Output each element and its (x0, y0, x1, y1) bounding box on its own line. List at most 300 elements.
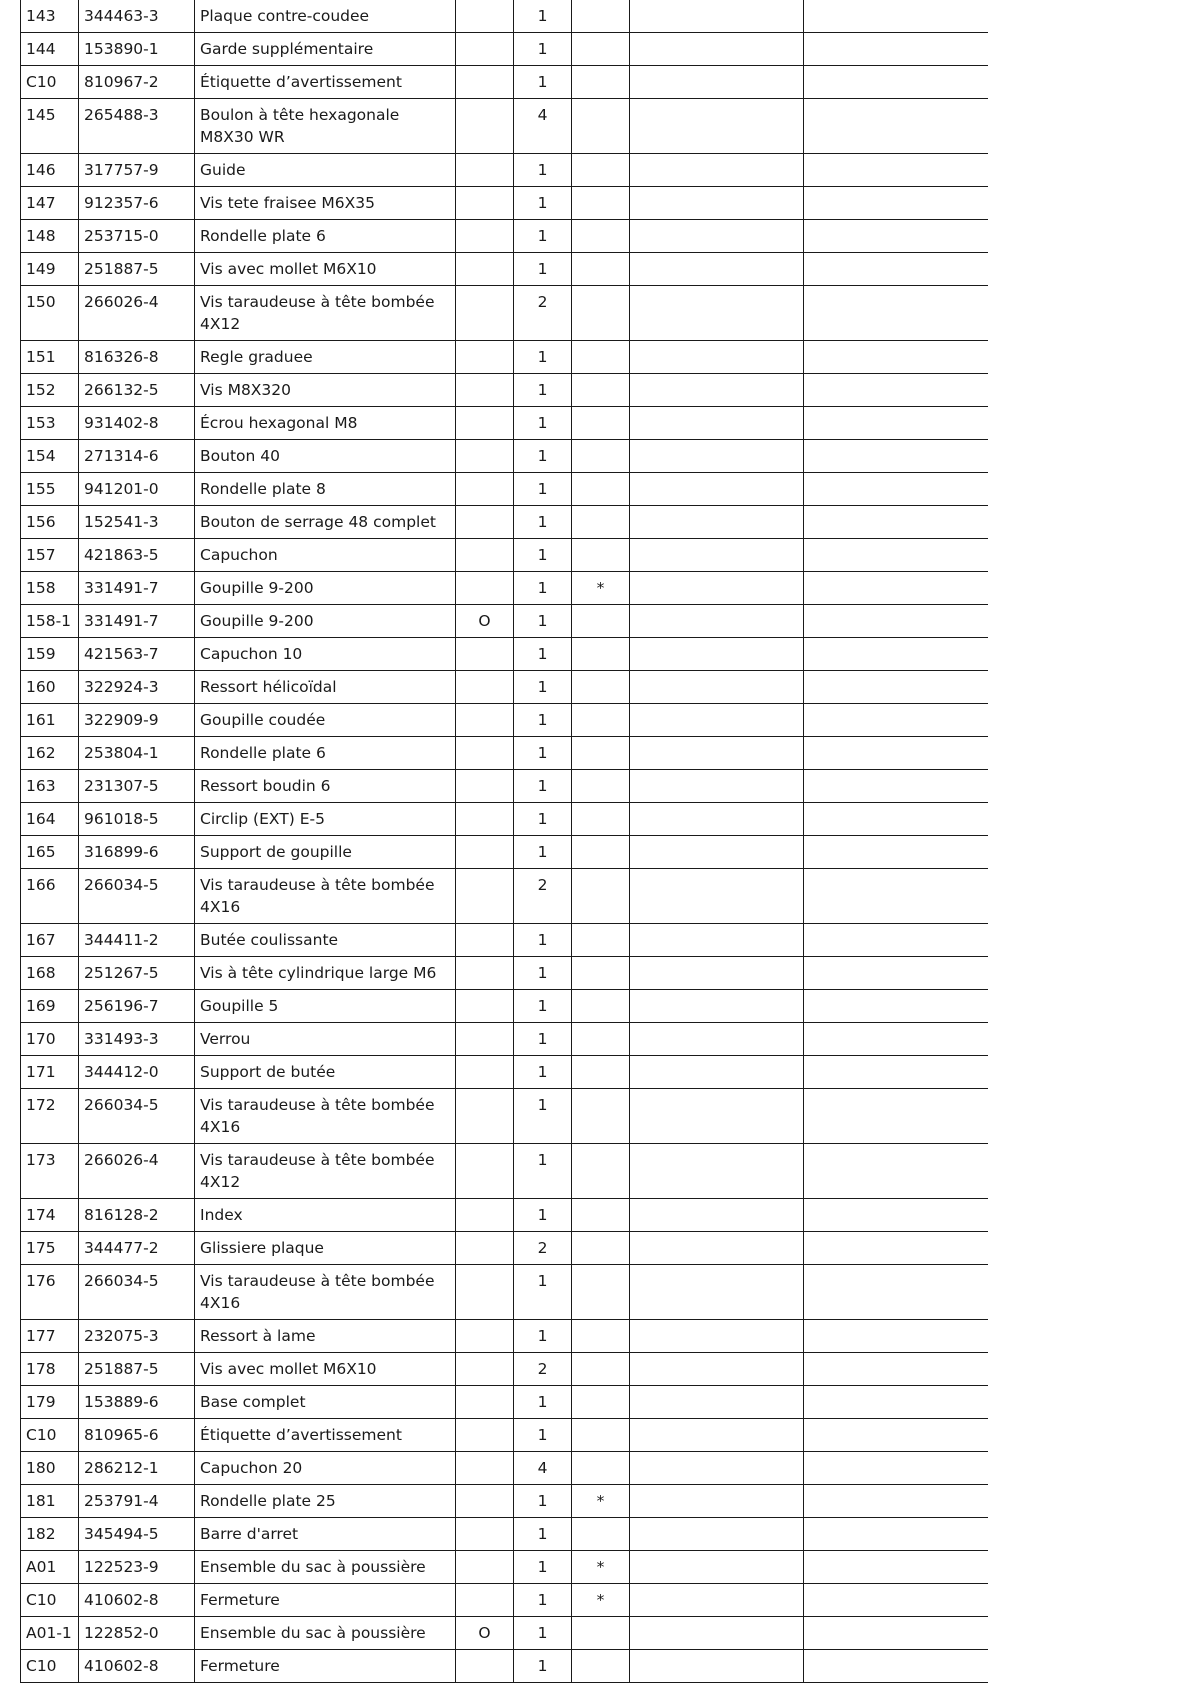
option-marker-cell (456, 473, 514, 506)
option-marker-cell (456, 638, 514, 671)
quantity-cell: 1 (514, 1023, 572, 1056)
quantity-cell: 1 (514, 407, 572, 440)
item-number-cell: 143 (21, 0, 79, 33)
item-number-cell: 146 (21, 154, 79, 187)
description-cell: Capuchon 10 (195, 638, 456, 671)
extra-column-1-cell (630, 1584, 804, 1617)
item-number-cell: 180 (21, 1452, 79, 1485)
table-row (21, 99, 989, 154)
description-cell: Vis taraudeuse à tête bombée 4X16 (195, 869, 456, 924)
quantity-cell: 1 (514, 1265, 572, 1320)
quantity-cell: 1 (514, 506, 572, 539)
extra-column-2-cell (804, 1265, 989, 1320)
extra-column-2-cell (804, 836, 989, 869)
option-marker-cell (456, 253, 514, 286)
description-cell: Garde supplémentaire (195, 33, 456, 66)
extra-column-2-cell (804, 1485, 989, 1518)
table-row (21, 407, 989, 440)
description-cell: Rondelle plate 8 (195, 473, 456, 506)
note-marker-cell (572, 1056, 630, 1089)
note-marker-cell (572, 286, 630, 341)
item-number-cell: 151 (21, 341, 79, 374)
extra-column-1-cell (630, 1023, 804, 1056)
note-marker-cell (572, 671, 630, 704)
extra-column-1-cell (630, 1551, 804, 1584)
item-number-cell: 152 (21, 374, 79, 407)
table-row (21, 1386, 989, 1419)
table-row (21, 341, 989, 374)
part-number-cell: 266132-5 (79, 374, 195, 407)
option-marker-cell (456, 924, 514, 957)
table-row (21, 990, 989, 1023)
table-row (21, 671, 989, 704)
extra-column-1-cell (630, 187, 804, 220)
option-marker-cell (456, 154, 514, 187)
part-number-cell: 265488-3 (79, 99, 195, 154)
item-number-cell: 159 (21, 638, 79, 671)
table-row (21, 803, 989, 836)
note-marker-cell (572, 1232, 630, 1265)
option-marker-cell (456, 836, 514, 869)
table-row (21, 154, 989, 187)
part-number-cell: 344412-0 (79, 1056, 195, 1089)
quantity-cell: 1 (514, 737, 572, 770)
option-marker-cell (456, 1232, 514, 1265)
extra-column-2-cell (804, 770, 989, 803)
note-marker-cell (572, 737, 630, 770)
extra-column-1-cell (630, 572, 804, 605)
description-cell: Vis taraudeuse à tête bombée 4X12 (195, 1144, 456, 1199)
extra-column-1-cell (630, 957, 804, 990)
option-marker-cell (456, 1386, 514, 1419)
part-number-cell: 810967-2 (79, 66, 195, 99)
table-row (21, 440, 989, 473)
part-number-cell: 266034-5 (79, 1265, 195, 1320)
item-number-cell: 170 (21, 1023, 79, 1056)
quantity-cell: 1 (514, 66, 572, 99)
extra-column-1-cell (630, 66, 804, 99)
item-number-cell: 175 (21, 1232, 79, 1265)
option-marker-cell: O (456, 1617, 514, 1650)
extra-column-2-cell (804, 0, 989, 33)
description-cell: Vis avec mollet M6X10 (195, 253, 456, 286)
extra-column-2-cell (804, 1518, 989, 1551)
quantity-cell: 1 (514, 836, 572, 869)
part-number-cell: 232075-3 (79, 1320, 195, 1353)
quantity-cell: 2 (514, 1232, 572, 1265)
note-marker-cell (572, 374, 630, 407)
quantity-cell: 1 (514, 803, 572, 836)
table-row (21, 1518, 989, 1551)
quantity-cell: 1 (514, 33, 572, 66)
extra-column-2-cell (804, 374, 989, 407)
note-marker-cell (572, 407, 630, 440)
description-cell: Rondelle plate 6 (195, 220, 456, 253)
description-cell: Plaque contre-coudee (195, 0, 456, 33)
part-number-cell: 816326-8 (79, 341, 195, 374)
extra-column-2-cell (804, 572, 989, 605)
table-row (21, 1320, 989, 1353)
quantity-cell: 1 (514, 1584, 572, 1617)
table-row (21, 539, 989, 572)
quantity-cell: 1 (514, 1144, 572, 1199)
description-cell: Rondelle plate 25 (195, 1485, 456, 1518)
table-row (21, 1617, 989, 1650)
extra-column-2-cell (804, 1023, 989, 1056)
item-number-cell: 154 (21, 440, 79, 473)
table-row (21, 1232, 989, 1265)
description-cell: Goupille 9-200 (195, 605, 456, 638)
item-number-cell: 144 (21, 33, 79, 66)
note-marker-cell (572, 539, 630, 572)
note-marker-cell (572, 253, 630, 286)
extra-column-2-cell (804, 1617, 989, 1650)
table-row (21, 572, 989, 605)
extra-column-1-cell (630, 1518, 804, 1551)
extra-column-1-cell (630, 33, 804, 66)
part-number-cell: 251267-5 (79, 957, 195, 990)
option-marker-cell (456, 770, 514, 803)
extra-column-1-cell (630, 803, 804, 836)
extra-column-2-cell (804, 1232, 989, 1265)
quantity-cell: 1 (514, 1419, 572, 1452)
part-number-cell: 322909-9 (79, 704, 195, 737)
option-marker-cell (456, 407, 514, 440)
description-cell: Circlip (EXT) E-5 (195, 803, 456, 836)
extra-column-1-cell (630, 1320, 804, 1353)
description-cell: Ressort hélicoïdal (195, 671, 456, 704)
table-row (21, 1265, 989, 1320)
item-number-cell: 155 (21, 473, 79, 506)
part-number-cell: 410602-8 (79, 1650, 195, 1683)
option-marker-cell (456, 1056, 514, 1089)
extra-column-1-cell (630, 1419, 804, 1452)
quantity-cell: 1 (514, 539, 572, 572)
note-marker-cell (572, 1386, 630, 1419)
quantity-cell: 1 (514, 0, 572, 33)
part-number-cell: 345494-5 (79, 1518, 195, 1551)
part-number-cell: 266034-5 (79, 869, 195, 924)
note-marker-cell (572, 869, 630, 924)
note-marker-cell (572, 1353, 630, 1386)
quantity-cell: 2 (514, 869, 572, 924)
note-marker-cell (572, 66, 630, 99)
part-number-cell: 941201-0 (79, 473, 195, 506)
table-row (21, 836, 989, 869)
quantity-cell: 1 (514, 770, 572, 803)
extra-column-1-cell (630, 407, 804, 440)
note-marker-cell (572, 1023, 630, 1056)
note-marker-cell (572, 605, 630, 638)
option-marker-cell (456, 1650, 514, 1683)
part-number-cell: 153890-1 (79, 33, 195, 66)
description-cell: Glissiere plaque (195, 1232, 456, 1265)
extra-column-1-cell (630, 1452, 804, 1485)
description-cell: Rondelle plate 6 (195, 737, 456, 770)
part-number-cell: 266026-4 (79, 286, 195, 341)
extra-column-2-cell (804, 1551, 989, 1584)
item-number-cell: 165 (21, 836, 79, 869)
item-number-cell: 178 (21, 1353, 79, 1386)
extra-column-1-cell (630, 1199, 804, 1232)
item-number-cell: 167 (21, 924, 79, 957)
part-number-cell: 122523-9 (79, 1551, 195, 1584)
extra-column-2-cell (804, 1353, 989, 1386)
item-number-cell: 161 (21, 704, 79, 737)
item-number-cell: A01-1 (21, 1617, 79, 1650)
description-cell: Goupille 5 (195, 990, 456, 1023)
extra-column-2-cell (804, 1089, 989, 1144)
extra-column-2-cell (804, 1320, 989, 1353)
extra-column-2-cell (804, 33, 989, 66)
extra-column-2-cell (804, 187, 989, 220)
part-number-cell: 961018-5 (79, 803, 195, 836)
note-marker-cell (572, 638, 630, 671)
table-row (21, 1584, 989, 1617)
extra-column-2-cell (804, 1584, 989, 1617)
extra-column-2-cell (804, 957, 989, 990)
note-marker-cell (572, 473, 630, 506)
note-marker-cell (572, 1320, 630, 1353)
note-marker-cell: * (572, 1551, 630, 1584)
quantity-cell: 4 (514, 99, 572, 154)
extra-column-2-cell (804, 286, 989, 341)
quantity-cell: 1 (514, 1518, 572, 1551)
description-cell: Vis à tête cylindrique large M6 (195, 957, 456, 990)
quantity-cell: 1 (514, 957, 572, 990)
part-number-cell: 331491-7 (79, 605, 195, 638)
option-marker-cell: O (456, 605, 514, 638)
extra-column-2-cell (804, 253, 989, 286)
item-number-cell: C10 (21, 1584, 79, 1617)
extra-column-1-cell (630, 0, 804, 33)
quantity-cell: 1 (514, 1617, 572, 1650)
part-number-cell: 344411-2 (79, 924, 195, 957)
quantity-cell: 1 (514, 605, 572, 638)
table-row (21, 924, 989, 957)
note-marker-cell (572, 440, 630, 473)
quantity-cell: 1 (514, 1386, 572, 1419)
description-cell: Écrou hexagonal M8 (195, 407, 456, 440)
item-number-cell: C10 (21, 1650, 79, 1683)
table-row (21, 473, 989, 506)
note-marker-cell (572, 957, 630, 990)
quantity-cell: 1 (514, 1650, 572, 1683)
table-row (21, 0, 989, 33)
extra-column-2-cell (804, 990, 989, 1023)
extra-column-2-cell (804, 1650, 989, 1683)
extra-column-1-cell (630, 99, 804, 154)
extra-column-2-cell (804, 1386, 989, 1419)
extra-column-1-cell (630, 836, 804, 869)
extra-column-2-cell (804, 407, 989, 440)
description-cell: Index (195, 1199, 456, 1232)
option-marker-cell (456, 803, 514, 836)
note-marker-cell (572, 1617, 630, 1650)
option-marker-cell (456, 374, 514, 407)
table-row (21, 66, 989, 99)
quantity-cell: 1 (514, 220, 572, 253)
item-number-cell: 158-1 (21, 605, 79, 638)
table-row (21, 638, 989, 671)
note-marker-cell (572, 836, 630, 869)
description-cell: Goupille 9-200 (195, 572, 456, 605)
note-marker-cell (572, 33, 630, 66)
part-number-cell: 816128-2 (79, 1199, 195, 1232)
part-number-cell: 256196-7 (79, 990, 195, 1023)
quantity-cell: 4 (514, 1452, 572, 1485)
extra-column-2-cell (804, 440, 989, 473)
part-number-cell: 421563-7 (79, 638, 195, 671)
table-row (21, 1089, 989, 1144)
extra-column-2-cell (804, 803, 989, 836)
table-row (21, 737, 989, 770)
part-number-cell: 931402-8 (79, 407, 195, 440)
extra-column-1-cell (630, 737, 804, 770)
extra-column-2-cell (804, 737, 989, 770)
item-number-cell: 177 (21, 1320, 79, 1353)
extra-column-1-cell (630, 1650, 804, 1683)
extra-column-1-cell (630, 990, 804, 1023)
table-row (21, 869, 989, 924)
table-row (21, 506, 989, 539)
table-row (21, 957, 989, 990)
option-marker-cell (456, 1199, 514, 1232)
option-marker-cell (456, 220, 514, 253)
part-number-cell: 153889-6 (79, 1386, 195, 1419)
option-marker-cell (456, 66, 514, 99)
extra-column-1-cell (630, 473, 804, 506)
table-row (21, 187, 989, 220)
note-marker-cell (572, 220, 630, 253)
table-row (21, 704, 989, 737)
extra-column-1-cell (630, 286, 804, 341)
option-marker-cell (456, 990, 514, 1023)
description-cell: Ressort à lame (195, 1320, 456, 1353)
quantity-cell: 1 (514, 374, 572, 407)
extra-column-1-cell (630, 374, 804, 407)
description-cell: Regle graduee (195, 341, 456, 374)
item-number-cell: 145 (21, 99, 79, 154)
quantity-cell: 1 (514, 704, 572, 737)
note-marker-cell (572, 1199, 630, 1232)
item-number-cell: 181 (21, 1485, 79, 1518)
extra-column-2-cell (804, 66, 989, 99)
option-marker-cell (456, 1419, 514, 1452)
description-cell: Ensemble du sac à poussière (195, 1551, 456, 1584)
table-row (21, 220, 989, 253)
parts-table-body (21, 0, 989, 1683)
part-number-cell: 122852-0 (79, 1617, 195, 1650)
description-cell: Vis taraudeuse à tête bombée 4X16 (195, 1265, 456, 1320)
quantity-cell: 1 (514, 473, 572, 506)
note-marker-cell (572, 1452, 630, 1485)
part-number-cell: 421863-5 (79, 539, 195, 572)
description-cell: Étiquette d’avertissement (195, 66, 456, 99)
part-number-cell: 410602-8 (79, 1584, 195, 1617)
description-cell: Support de goupille (195, 836, 456, 869)
option-marker-cell (456, 1089, 514, 1144)
part-number-cell: 344463-3 (79, 0, 195, 33)
option-marker-cell (456, 1023, 514, 1056)
part-number-cell: 316899-6 (79, 836, 195, 869)
part-number-cell: 331493-3 (79, 1023, 195, 1056)
item-number-cell: 148 (21, 220, 79, 253)
item-number-cell: 150 (21, 286, 79, 341)
note-marker-cell: * (572, 1485, 630, 1518)
quantity-cell: 1 (514, 253, 572, 286)
note-marker-cell: * (572, 572, 630, 605)
quantity-cell: 1 (514, 341, 572, 374)
note-marker-cell (572, 1419, 630, 1452)
description-cell: Goupille coudée (195, 704, 456, 737)
part-number-cell: 231307-5 (79, 770, 195, 803)
extra-column-2-cell (804, 99, 989, 154)
item-number-cell: 173 (21, 1144, 79, 1199)
option-marker-cell (456, 704, 514, 737)
extra-column-2-cell (804, 220, 989, 253)
parts-list-page (20, 0, 988, 1683)
extra-column-2-cell (804, 869, 989, 924)
quantity-cell: 1 (514, 1199, 572, 1232)
extra-column-1-cell (630, 506, 804, 539)
item-number-cell: 166 (21, 869, 79, 924)
extra-column-1-cell (630, 770, 804, 803)
extra-column-1-cell (630, 220, 804, 253)
quantity-cell: 1 (514, 924, 572, 957)
extra-column-1-cell (630, 1386, 804, 1419)
item-number-cell: 172 (21, 1089, 79, 1144)
extra-column-1-cell (630, 539, 804, 572)
option-marker-cell (456, 1353, 514, 1386)
quantity-cell: 1 (514, 1320, 572, 1353)
part-number-cell: 286212-1 (79, 1452, 195, 1485)
extra-column-1-cell (630, 1089, 804, 1144)
part-number-cell: 271314-6 (79, 440, 195, 473)
part-number-cell: 266026-4 (79, 1144, 195, 1199)
item-number-cell: C10 (21, 66, 79, 99)
part-number-cell: 331491-7 (79, 572, 195, 605)
extra-column-2-cell (804, 1419, 989, 1452)
quantity-cell: 2 (514, 286, 572, 341)
table-row (21, 1199, 989, 1232)
description-cell: Bouton 40 (195, 440, 456, 473)
description-cell: Étiquette d’avertissement (195, 1419, 456, 1452)
quantity-cell: 1 (514, 572, 572, 605)
note-marker-cell (572, 1265, 630, 1320)
part-number-cell: 266034-5 (79, 1089, 195, 1144)
quantity-cell: 2 (514, 1353, 572, 1386)
option-marker-cell (456, 0, 514, 33)
extra-column-2-cell (804, 1056, 989, 1089)
quantity-cell: 1 (514, 671, 572, 704)
description-cell: Verrou (195, 1023, 456, 1056)
note-marker-cell (572, 341, 630, 374)
table-row (21, 1452, 989, 1485)
item-number-cell: 168 (21, 957, 79, 990)
item-number-cell: 179 (21, 1386, 79, 1419)
option-marker-cell (456, 1144, 514, 1199)
part-number-cell: 253715-0 (79, 220, 195, 253)
table-row (21, 770, 989, 803)
item-number-cell: 176 (21, 1265, 79, 1320)
description-cell: Ressort boudin 6 (195, 770, 456, 803)
table-row (21, 286, 989, 341)
table-row (21, 1056, 989, 1089)
extra-column-1-cell (630, 704, 804, 737)
note-marker-cell (572, 0, 630, 33)
quantity-cell: 1 (514, 1056, 572, 1089)
